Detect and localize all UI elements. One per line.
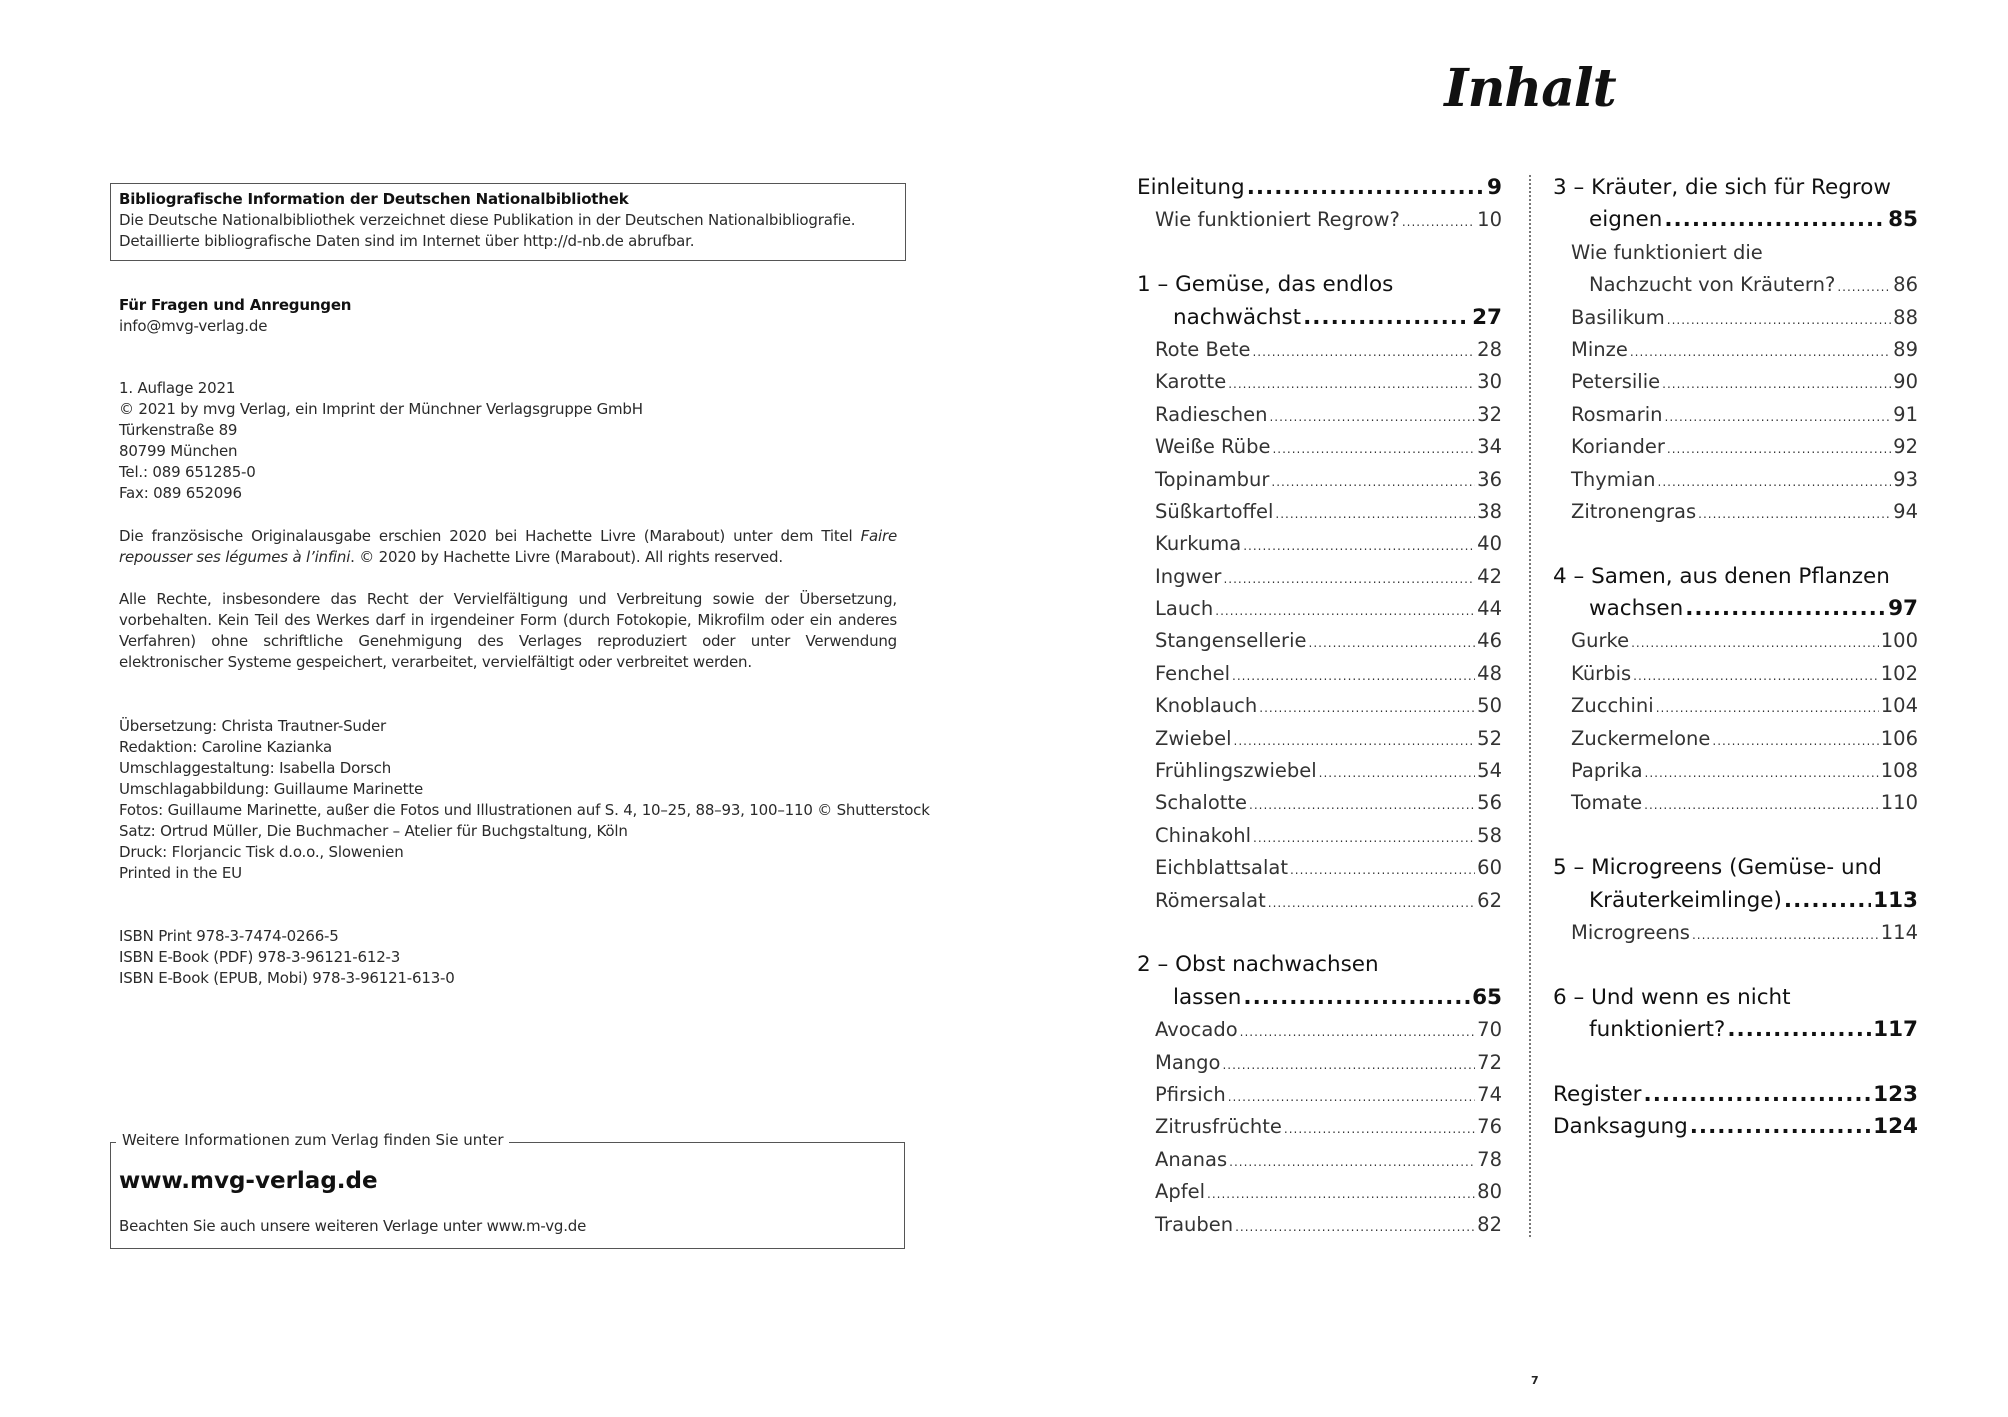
imprint-line: Fax: 089 652096	[119, 484, 242, 502]
dot-leader	[1232, 658, 1475, 690]
toc-page-number: 76	[1477, 1115, 1502, 1139]
toc-entry-title: Karotte	[1155, 370, 1227, 394]
toc-entry-title: Apfel	[1155, 1180, 1205, 1204]
isbn-line: ISBN E-Book (PDF) 978-3-96121-612-3	[119, 948, 401, 966]
isbn-line: ISBN Print 978-3-7474-0266-5	[119, 927, 339, 945]
toc-entry[interactable]	[1553, 658, 1918, 690]
toc-entry-title: 2 – Obst nachwachsen	[1137, 952, 1379, 978]
dot-leader	[1685, 593, 1886, 625]
toc-section	[1553, 172, 1918, 528]
toc-entry[interactable]	[1553, 269, 1918, 301]
dot-leader	[1784, 885, 1871, 917]
toc-entry[interactable]	[1553, 464, 1918, 496]
toc-entry[interactable]	[1137, 820, 1502, 852]
toc-entry-title: Kurkuma	[1155, 532, 1242, 556]
toc-section	[1137, 949, 1502, 1241]
toc-entry[interactable]	[1553, 302, 1918, 334]
dot-leader	[1319, 755, 1476, 787]
toc-entry[interactable]	[1553, 755, 1918, 787]
dot-leader	[1234, 723, 1476, 755]
toc-column-2	[1553, 172, 1918, 1176]
toc-entry-title: Koriander	[1571, 435, 1665, 459]
column-divider	[1529, 175, 1531, 1237]
toc-entry-title: 1 – Gemüse, das endlos	[1137, 272, 1394, 298]
toc-entry-title: Petersilie	[1571, 370, 1661, 394]
toc-page-number: 89	[1893, 337, 1918, 361]
toc-entry-title: Eichblattsalat	[1155, 856, 1288, 880]
contact-email: info@mvg-verlag.de	[119, 317, 268, 335]
toc-page-number: 108	[1880, 759, 1918, 783]
toc-page-number: 40	[1477, 532, 1502, 556]
toc-page-number: 72	[1477, 1050, 1502, 1074]
toc-entry-title: Basilikum	[1571, 305, 1665, 329]
toc-entry-title: Zuckermelone	[1571, 726, 1711, 750]
toc-page-number: 62	[1477, 888, 1502, 912]
dot-leader	[1664, 204, 1886, 236]
toc-entry[interactable]	[1137, 334, 1502, 366]
toc-page-number: 74	[1477, 1082, 1502, 1106]
toc-entry-title: Römersalat	[1155, 888, 1266, 912]
toc-chapter-entry[interactable]	[1553, 1014, 1918, 1046]
toc-entry[interactable]	[1553, 723, 1918, 755]
toc-entry[interactable]	[1137, 1144, 1502, 1176]
toc-entry[interactable]	[1137, 690, 1502, 722]
page-number: 7	[1531, 1374, 1539, 1387]
original-title: Faire repousser ses légumes à l’infini	[119, 527, 897, 566]
toc-entry-title: Kürbis	[1571, 661, 1632, 685]
toc-entry[interactable]	[1137, 528, 1502, 560]
toc-entry-title: Zitronengras	[1571, 499, 1697, 523]
publisher-url[interactable]: www.mvg-verlag.de	[119, 1168, 378, 1194]
toc-entry[interactable]	[1137, 1176, 1502, 1208]
dot-leader	[1228, 366, 1475, 398]
toc-entry-title: nachwächst	[1173, 304, 1302, 330]
toc-entry[interactable]	[1553, 625, 1918, 657]
publisher-info-legend: Weitere Informationen zum Verlag finden Sie unter	[116, 1130, 509, 1151]
imprint-line: 80799 München	[119, 442, 238, 460]
toc-page-number: 58	[1477, 823, 1502, 847]
toc-entry-title: Minze	[1571, 337, 1628, 361]
toc-chapter-entry[interactable]	[1553, 982, 1918, 1014]
toc-section	[1553, 561, 1918, 820]
toc-page-number: 80	[1477, 1180, 1502, 1204]
toc-chapter-entry[interactable]	[1553, 885, 1918, 917]
toc-page-number: 110	[1880, 791, 1918, 815]
toc-entry[interactable]	[1553, 496, 1918, 528]
credit-line: Druck: Florjancic Tisk d.o.o., Slowenien	[119, 843, 404, 861]
dot-leader	[1223, 561, 1475, 593]
toc-page-number: 44	[1477, 597, 1502, 621]
dot-leader	[1228, 1079, 1475, 1111]
toc-entry[interactable]	[1553, 399, 1918, 431]
toc-page-number: 34	[1477, 435, 1502, 459]
toc-entry-title: Zitrusfrüchte	[1155, 1115, 1282, 1139]
toc-entry[interactable]	[1137, 658, 1502, 690]
dot-leader	[1252, 334, 1475, 366]
toc-entry[interactable]	[1137, 561, 1502, 593]
toc-page-number: 10	[1477, 208, 1502, 232]
toc-entry[interactable]	[1137, 625, 1502, 657]
dot-leader	[1658, 464, 1892, 496]
dot-leader	[1272, 431, 1475, 463]
toc-entry-title: Süßkartoffel	[1155, 499, 1274, 523]
toc-entry[interactable]	[1137, 755, 1502, 787]
toc-entry[interactable]	[1137, 366, 1502, 398]
toc-section	[1137, 269, 1502, 917]
dot-leader	[1268, 885, 1475, 917]
toc-entry-title: eignen	[1589, 207, 1663, 233]
toc-entry-title: Microgreens	[1571, 920, 1690, 944]
toc-entry-title: Thymian	[1571, 467, 1656, 491]
dot-leader	[1275, 496, 1475, 528]
dot-leader	[1290, 852, 1475, 884]
dot-leader	[1656, 690, 1879, 722]
toc-chapter-entry[interactable]	[1137, 172, 1502, 204]
bibliographic-heading: Bibliografische Information der Deutschen Nationalbibliothek	[119, 190, 629, 208]
credit-line: Umschlagabbildung: Guillaume Marinette	[119, 780, 424, 798]
toc-entry-title: Fenchel	[1155, 661, 1231, 685]
toc-entry-title: Tomate	[1571, 791, 1643, 815]
toc-page-number: 27	[1472, 304, 1502, 330]
dot-leader	[1630, 334, 1891, 366]
toc-chapter-entry[interactable]	[1553, 561, 1918, 593]
dot-leader	[1690, 1111, 1871, 1143]
toc-page-number: 70	[1477, 1018, 1502, 1042]
toc-entry-title: lassen	[1173, 984, 1242, 1010]
toc-entry[interactable]	[1137, 593, 1502, 625]
dot-leader	[1303, 302, 1470, 334]
toc-entry-title: Einleitung	[1137, 175, 1245, 200]
toc-entry-title: Chinakohl	[1155, 823, 1252, 847]
toc-page-number: 86	[1893, 273, 1918, 297]
toc-entry-title: funktioniert?	[1589, 1017, 1726, 1043]
contact-heading: Für Fragen und Anregungen	[119, 296, 352, 314]
dot-leader	[1215, 593, 1475, 625]
toc-chapter-entry[interactable]	[1137, 982, 1502, 1014]
toc-page-number: 52	[1477, 726, 1502, 750]
toc-entry[interactable]	[1137, 1079, 1502, 1111]
toc-entry-title: Ananas	[1155, 1147, 1228, 1171]
imprint-line: Tel.: 089 651285-0	[119, 463, 256, 481]
toc-entry-title: Radieschen	[1155, 402, 1268, 426]
toc-entry-title: Avocado	[1155, 1018, 1238, 1042]
imprint-line: Türkenstraße 89	[119, 421, 238, 439]
dot-leader	[1229, 1144, 1475, 1176]
toc-page-number: 65	[1472, 984, 1502, 1010]
imprint-line: 1. Auflage 2021	[119, 379, 236, 397]
toc-chapter-entry[interactable]	[1553, 1111, 1918, 1143]
credit-line: Übersetzung: Christa Trautner-Suder	[119, 717, 387, 735]
isbn-line: ISBN E-Book (EPUB, Mobi) 978-3-96121-613-0	[119, 969, 455, 987]
toc-entry-title: 5 – Microgreens (Gemüse- und	[1553, 855, 1882, 881]
dot-leader	[1665, 399, 1892, 431]
toc-chapter-entry[interactable]	[1137, 269, 1502, 301]
toc-entry[interactable]	[1553, 334, 1918, 366]
toc-entry[interactable]	[1553, 366, 1918, 398]
toc-chapter-entry[interactable]	[1553, 1079, 1918, 1111]
toc-entry[interactable]	[1137, 204, 1502, 236]
toc-entry-title: Danksagung	[1553, 1114, 1688, 1140]
toc-entry-title: Zucchini	[1571, 694, 1654, 718]
toc-page-number: 123	[1873, 1081, 1918, 1107]
dot-leader	[1247, 172, 1485, 204]
toc-page-number: 106	[1880, 726, 1918, 750]
rights-text: Alle Rechte, insbesondere das Recht der Vervielfältigung und Verbreitung sowie der Übersetzung, vorbehalten. Kein Teil des Werkes darf in irgendeiner Form (durch Fotokopie, Mikrofilm oder ein anderes Verfahren) ohne schriftliche Genehmigung des Verlages reproduziert oder unter Verwendung elektronischer Systeme gespeichert, verarbeitet, vervielfältigt oder verbreitet werden.	[119, 590, 897, 671]
toc-entry-title: Nachzucht von Kräutern?	[1589, 273, 1836, 297]
toc-chapter-entry[interactable]	[1553, 852, 1918, 884]
toc-entry-title: Zwiebel	[1155, 726, 1232, 750]
toc-entry-title: Wie funktioniert die	[1571, 240, 1763, 264]
toc-entry-title: Rote Bete	[1155, 337, 1251, 361]
imprint-block	[119, 378, 643, 504]
dot-leader	[1712, 723, 1878, 755]
dot-leader	[1667, 302, 1891, 334]
toc-entry-title: Mango	[1155, 1050, 1221, 1074]
toc-entry-title: Stangensellerie	[1155, 629, 1307, 653]
toc-entry-title: Rosmarin	[1571, 402, 1663, 426]
credit-line: Printed in the EU	[119, 864, 242, 882]
toc-page-number: 93	[1893, 467, 1918, 491]
toc-page-number: 88	[1893, 305, 1918, 329]
imprint-line: © 2021 by mvg Verlag, ein Imprint der Münchner Verlagsgruppe GmbH	[119, 400, 643, 418]
toc-entry-title: Schalotte	[1155, 791, 1248, 815]
toc-entry-title: Register	[1553, 1081, 1642, 1107]
dot-leader	[1240, 1014, 1476, 1046]
toc-chapter-entry[interactable]	[1553, 204, 1918, 236]
toc-chapter-entry[interactable]	[1553, 593, 1918, 625]
original-edition-note	[119, 526, 897, 568]
toc-entry-title: Wie funktioniert Regrow?	[1155, 208, 1400, 232]
toc-page-number: 46	[1477, 629, 1502, 653]
toc-entry-title: Frühlingszwiebel	[1155, 759, 1317, 783]
toc-page-number: 78	[1477, 1147, 1502, 1171]
contact-block	[119, 295, 351, 337]
toc-page-number: 114	[1880, 920, 1918, 944]
dot-leader	[1667, 431, 1891, 463]
toc-chapter-entry[interactable]	[1553, 172, 1918, 204]
toc-page-number: 94	[1893, 499, 1918, 523]
dot-leader	[1243, 528, 1475, 560]
credit-line: Fotos: Guillaume Marinette, außer die Fotos und Illustrationen auf S. 4, 10–25, 88–93, 100–110 © Shutterstock	[119, 801, 930, 819]
dot-leader	[1222, 1047, 1475, 1079]
isbn-block	[119, 926, 455, 989]
toc-entry-title: 6 – Und wenn es nicht	[1553, 984, 1791, 1010]
dot-leader	[1644, 1079, 1872, 1111]
dot-leader	[1727, 1014, 1871, 1046]
dot-leader	[1633, 658, 1879, 690]
toc-entry[interactable]	[1553, 237, 1918, 269]
toc-entry[interactable]	[1137, 464, 1502, 496]
dot-leader	[1253, 820, 1475, 852]
dot-leader	[1249, 787, 1475, 819]
dot-leader	[1259, 690, 1475, 722]
toc-section	[1553, 1079, 1918, 1144]
toc-entry[interactable]	[1553, 917, 1918, 949]
toc-page-number: 56	[1477, 791, 1502, 815]
toc-page-number: 92	[1893, 435, 1918, 459]
toc-entry-title: wachsen	[1589, 596, 1684, 622]
toc-entry[interactable]	[1553, 690, 1918, 722]
dot-leader	[1645, 755, 1879, 787]
toc-page-number: 90	[1893, 370, 1918, 394]
toc-entry-title: Kräuterkeimlinge)	[1589, 887, 1782, 913]
dot-leader	[1644, 787, 1879, 819]
toc-page-number: 113	[1873, 887, 1918, 913]
toc-entry[interactable]	[1137, 399, 1502, 431]
toc-page-number: 28	[1477, 337, 1502, 361]
dot-leader	[1235, 1209, 1475, 1241]
bibliographic-info	[119, 189, 855, 252]
toc-page-number: 104	[1880, 694, 1918, 718]
toc-page-number: 54	[1477, 759, 1502, 783]
toc-page-number: 42	[1477, 564, 1502, 588]
dot-leader	[1309, 625, 1476, 657]
toc-chapter-entry[interactable]	[1137, 949, 1502, 981]
dot-leader	[1402, 204, 1475, 236]
toc-entry-title: 4 – Samen, aus denen Pflanzen	[1553, 563, 1890, 589]
dot-leader	[1269, 399, 1475, 431]
toc-entry[interactable]	[1137, 1014, 1502, 1046]
toc-page-number: 50	[1477, 694, 1502, 718]
toc-entry[interactable]	[1553, 431, 1918, 463]
toc-title: Inhalt	[1444, 58, 1616, 119]
toc-page-number: 85	[1888, 207, 1918, 233]
toc-page-number: 102	[1880, 661, 1918, 685]
dot-leader	[1284, 1111, 1475, 1143]
toc-entry-title: Ingwer	[1155, 564, 1222, 588]
dot-leader	[1631, 625, 1879, 657]
credit-line: Satz: Ortrud Müller, Die Buchmacher – Atelier für Buchgstaltung, Köln	[119, 822, 628, 840]
toc-column-1	[1137, 172, 1502, 1273]
bibliographic-line: Detaillierte bibliografische Daten sind im Internet über http://d-nb.de abrufbar.	[119, 232, 695, 250]
toc-entry-title: Weiße Rübe	[1155, 435, 1271, 459]
toc-entry-title: Knoblauch	[1155, 694, 1258, 718]
toc-entry-title: Topinambur	[1155, 467, 1270, 491]
toc-page-number: 60	[1477, 856, 1502, 880]
credits-block	[119, 716, 930, 884]
toc-page-number: 48	[1477, 661, 1502, 685]
publisher-note: Beachten Sie auch unsere weiteren Verlage unter www.m-vg.de	[119, 1217, 587, 1235]
toc-entry-title: Pfirsich	[1155, 1082, 1226, 1106]
toc-entry[interactable]	[1137, 431, 1502, 463]
credit-line: Redaktion: Caroline Kazianka	[119, 738, 332, 756]
toc-entry[interactable]	[1137, 1047, 1502, 1079]
toc-entry-title: Paprika	[1571, 759, 1643, 783]
toc-page-number: 38	[1477, 499, 1502, 523]
toc-entry[interactable]	[1137, 1209, 1502, 1241]
toc-entry-title: Gurke	[1571, 629, 1630, 653]
toc-page-number: 124	[1873, 1114, 1918, 1140]
bibliographic-line: Die Deutsche Nationalbibliothek verzeichnet diese Publikation in der Deutschen Nationalbibliografie.	[119, 211, 856, 229]
toc-page-number: 117	[1873, 1017, 1918, 1043]
toc-page-number: 30	[1477, 370, 1502, 394]
dot-leader	[1692, 917, 1879, 949]
dot-leader	[1837, 269, 1891, 301]
toc-entry[interactable]	[1137, 1111, 1502, 1143]
toc-entry[interactable]	[1137, 496, 1502, 528]
original-rest: . © 2020 by Hachette Livre (Marabout). All rights reserved.	[350, 548, 783, 566]
toc-entry[interactable]	[1553, 787, 1918, 819]
toc-page-number: 97	[1888, 596, 1918, 622]
dot-leader	[1271, 464, 1475, 496]
toc-entry-title: Lauch	[1155, 597, 1214, 621]
toc-section	[1553, 982, 1918, 1047]
toc-entry-title: 3 – Kräuter, die sich für Regrow	[1553, 175, 1891, 200]
toc-chapter-entry[interactable]	[1137, 302, 1502, 334]
dot-leader	[1698, 496, 1891, 528]
toc-page-number: 100	[1880, 629, 1918, 653]
toc-entry[interactable]	[1137, 885, 1502, 917]
toc-page-number: 36	[1477, 467, 1502, 491]
toc-entry[interactable]	[1137, 723, 1502, 755]
toc-entry[interactable]	[1137, 852, 1502, 884]
dot-leader	[1207, 1176, 1475, 1208]
toc-entry-title: Trauben	[1155, 1212, 1234, 1236]
toc-page-number: 91	[1893, 402, 1918, 426]
dot-leader	[1662, 366, 1891, 398]
toc-page-number: 82	[1477, 1212, 1502, 1236]
toc-page-number: 9	[1487, 175, 1502, 200]
toc-section	[1137, 172, 1502, 237]
original-text: Die französische Originalausgabe erschien 2020 bei Hachette Livre (Marabout) unter dem Titel	[119, 527, 861, 545]
toc-entry[interactable]	[1137, 787, 1502, 819]
dot-leader	[1243, 982, 1470, 1014]
toc-section	[1553, 852, 1918, 949]
credit-line: Umschlaggestaltung: Isabella Dorsch	[119, 759, 392, 777]
rights-note	[119, 589, 897, 673]
toc-page-number: 32	[1477, 402, 1502, 426]
